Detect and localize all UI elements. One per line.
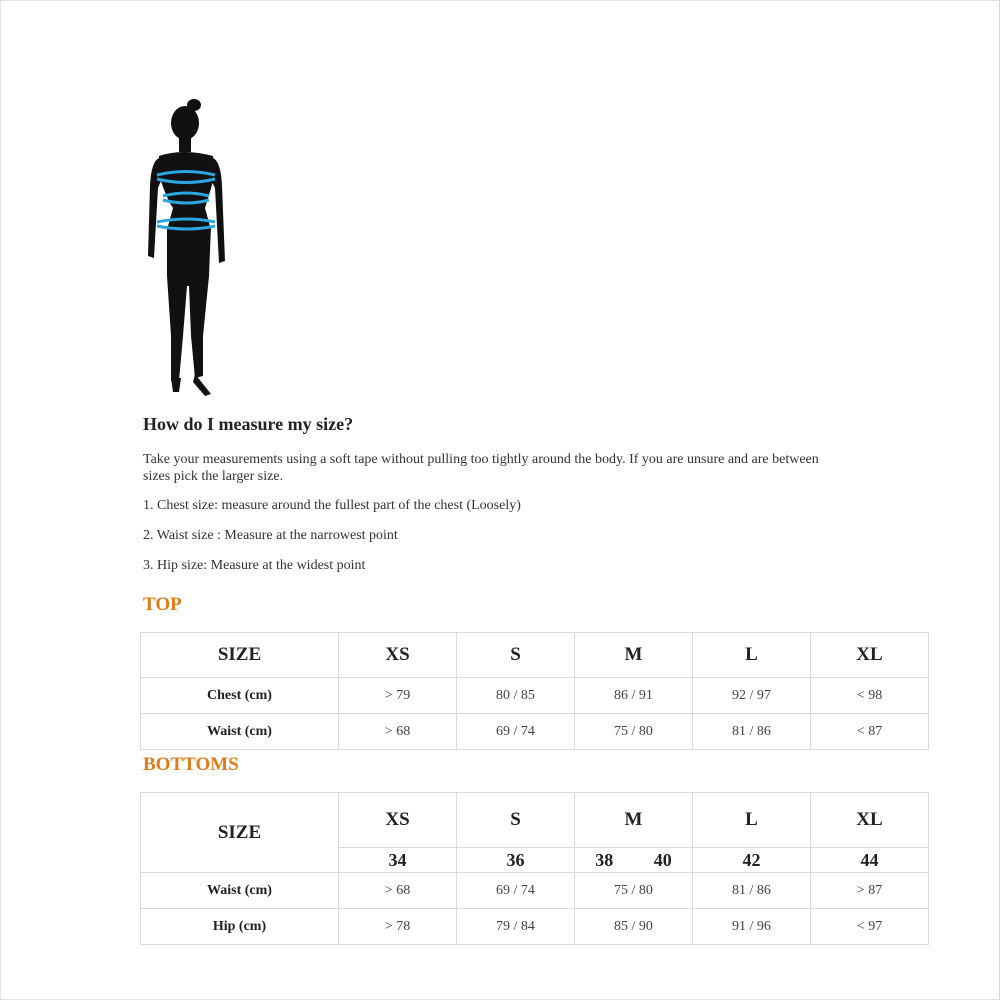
top-size-xs: XS [339, 633, 457, 678]
bottoms-section-title: BOTTOMS [143, 754, 239, 775]
top-size-table [140, 632, 929, 750]
table-row [141, 678, 929, 714]
row-label-chest: Chest (cm) [141, 678, 339, 714]
table-cell: 92 / 97 [693, 678, 811, 714]
top-header-row [141, 633, 929, 678]
table-cell: 86 / 91 [575, 678, 693, 714]
table-row [141, 714, 929, 750]
table-cell: < 97 [811, 909, 929, 945]
bottoms-size-label: SIZE [141, 793, 339, 873]
size-number: 44 [811, 848, 929, 873]
bottoms-size-table [140, 792, 929, 945]
size-number: 38 [595, 849, 614, 870]
table-cell: 81 / 86 [693, 873, 811, 909]
bottoms-size-xl: XL [811, 793, 929, 848]
size-number: 36 [457, 848, 575, 873]
table-cell: 75 / 80 [575, 873, 693, 909]
woman-silhouette [148, 99, 225, 396]
table-cell: > 68 [339, 714, 457, 750]
top-size-s: S [457, 633, 575, 678]
bottoms-size-l: L [693, 793, 811, 848]
table-cell: 69 / 74 [457, 873, 575, 909]
size-number: 40 [653, 849, 672, 870]
table-cell: 80 / 85 [457, 678, 575, 714]
table-cell: > 68 [339, 873, 457, 909]
size-number-m [575, 848, 693, 873]
top-size-l: L [693, 633, 811, 678]
table-cell: 81 / 86 [693, 714, 811, 750]
bottoms-header-row [141, 793, 929, 848]
table-cell: < 87 [811, 714, 929, 750]
top-size-m: M [575, 633, 693, 678]
size-number: 34 [339, 848, 457, 873]
row-label-hip: Hip (cm) [141, 909, 339, 945]
row-label-waist: Waist (cm) [141, 714, 339, 750]
table-cell: 91 / 96 [693, 909, 811, 945]
top-size-xl: XL [811, 633, 929, 678]
row-label-waist: Waist (cm) [141, 873, 339, 909]
table-cell: > 87 [811, 873, 929, 909]
table-row [141, 873, 929, 909]
bottoms-size-m: M [575, 793, 693, 848]
top-size-label: SIZE [141, 633, 339, 678]
bottoms-size-xs: XS [339, 793, 457, 848]
table-cell: > 79 [339, 678, 457, 714]
page-heading: How do I measure my size? [143, 414, 354, 434]
table-cell: 69 / 74 [457, 714, 575, 750]
table-cell: 79 / 84 [457, 909, 575, 945]
table-cell: < 98 [811, 678, 929, 714]
step-waist: 2. Waist size : Measure at the narrowest point [143, 528, 398, 543]
intro-text: Take your measurements using a soft tape without pulling too tightly around the body. If you are unsure and are between sizes pick the larger size. [143, 452, 819, 484]
bottoms-size-s: S [457, 793, 575, 848]
step-hip: 3. Hip size: Measure at the widest point [143, 558, 366, 573]
table-cell: > 78 [339, 909, 457, 945]
size-number: 42 [693, 848, 811, 873]
table-cell: 75 / 80 [575, 714, 693, 750]
table-cell: 85 / 90 [575, 909, 693, 945]
body-measurement-illustration [143, 96, 243, 398]
table-row [141, 909, 929, 945]
top-section-title: TOP [143, 594, 182, 615]
step-chest: 1. Chest size: measure around the fullest part of the chest (Loosely) [143, 498, 521, 513]
